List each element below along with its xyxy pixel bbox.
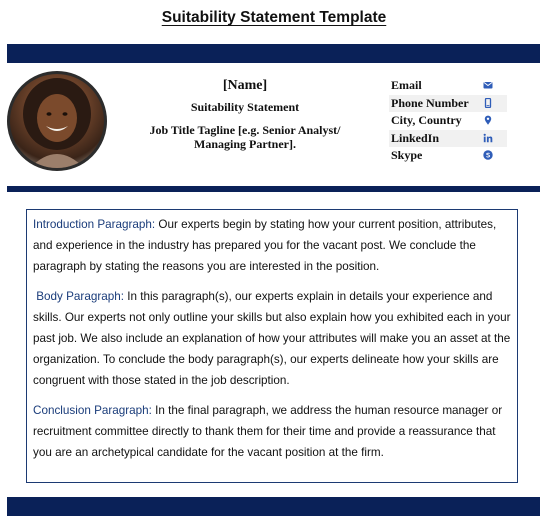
header-band-divider xyxy=(7,186,540,192)
location-pin-icon xyxy=(483,115,493,125)
contact-label: Phone Number xyxy=(391,95,469,110)
footer-band xyxy=(7,497,540,516)
linkedin-icon xyxy=(483,133,493,143)
conclusion-paragraph xyxy=(33,400,511,463)
contact-label: LinkedIn xyxy=(391,130,440,145)
section-text: In the final paragraph, we address the human resource manager or recruitment committee directly to thank them for their time and provide a reassurance that you are an archetypical candidate for the vacant position at the firm. xyxy=(33,404,503,459)
contact-skype xyxy=(389,147,507,165)
page-title: Suitability Statement Template xyxy=(161,9,387,26)
name-placeholder: [Name] xyxy=(222,78,268,93)
contact-email xyxy=(389,77,507,95)
contact-linkedin xyxy=(389,130,507,148)
phone-icon xyxy=(483,98,493,108)
section-heading: Introduction Paragraph: xyxy=(33,218,156,231)
contact-list xyxy=(389,77,507,165)
body-paragraph xyxy=(33,286,511,391)
section-text: Our experts begin by stating how your current position, attributes, and experience in the industry has prepared you for the vacant post. We conclude the paragraph by stating the reasons you are interested in the position. xyxy=(33,218,497,273)
header-band-top xyxy=(7,44,540,63)
contact-label: Email xyxy=(391,78,422,92)
profile-photo xyxy=(7,71,107,171)
header-identity xyxy=(140,78,350,151)
statement-body xyxy=(26,209,518,483)
contact-phone xyxy=(389,95,507,113)
contact-location xyxy=(389,112,507,130)
job-title-tagline: Job Title Tagline [e.g. Senior Analyst/ Managing Partner]. xyxy=(149,123,341,151)
introduction-paragraph xyxy=(33,214,511,277)
section-heading: Body Paragraph: xyxy=(36,290,124,303)
contact-label: City, Country xyxy=(391,113,462,127)
portrait-image xyxy=(10,74,104,168)
contact-label: Skype xyxy=(391,148,423,162)
section-text: In this paragraph(s), our experts explain in details your experience and skills. Our experts not only outline your skills but also explain how you exhibited each in your past job. We also include an explanation of how your attributes will make you an asset at the organization. To conclude the body paragraph(s), our experts delineate how your skills are congruent with those stated in the job description. xyxy=(33,290,511,387)
envelope-icon xyxy=(483,80,493,90)
section-heading: Conclusion Paragraph: xyxy=(33,404,152,417)
document-subtitle: Suitability Statement xyxy=(190,100,300,114)
skype-icon xyxy=(483,150,493,160)
